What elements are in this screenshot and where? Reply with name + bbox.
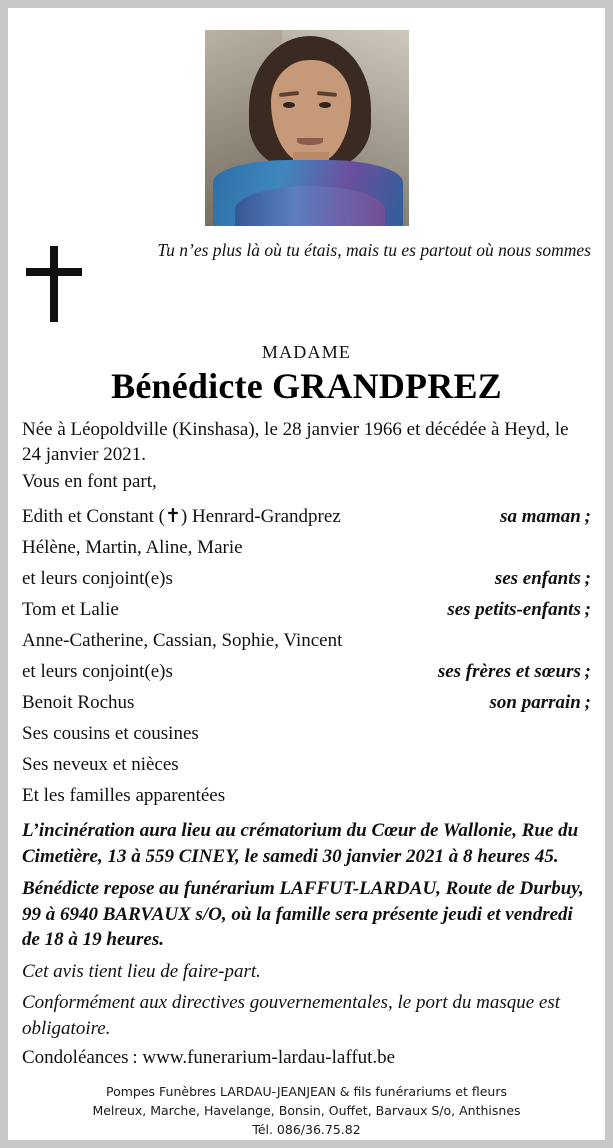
relative-names: Tom et Lalie — [22, 599, 119, 620]
list-item — [22, 718, 591, 749]
relative-names: Benoit Rochus — [22, 692, 135, 713]
relative-names: Edith et Constant (✝) Henrard-Grandprez — [22, 506, 341, 527]
condolences-line[interactable]: Condoléances : www.funerarium-lardau-laffut.be — [22, 1047, 396, 1068]
relative-names: et leurs conjoint(e)s — [22, 568, 173, 589]
announcement-line: Vous en font part, — [22, 471, 157, 492]
cross-icon — [26, 246, 82, 322]
birth-death-line: Née à Léopoldville (Kinshasa), le 28 janvier 1966 et décédée à Heyd, le 24 janvier 2021. — [22, 419, 569, 465]
photo-eye-left — [283, 102, 295, 108]
list-item — [22, 625, 591, 656]
footer — [8, 1082, 605, 1139]
list-item — [22, 594, 591, 625]
portrait-container — [8, 8, 605, 226]
relative-role: ses frères et sœurs ; — [437, 661, 591, 682]
portrait-photo — [205, 30, 409, 226]
memorial-quote: Tu n’es plus là où tu étais, mais tu es partout où nous sommes — [157, 240, 591, 260]
funeral-home-details: Bénédicte repose au funérarium LAFFUT-LARDAU, Route de Durbuy, 99 à 6940 BARVAUX s/O, où la famille sera présente jeudi et vendredi de 18 à 19 heures. — [22, 878, 584, 950]
cross-vertical-bar — [50, 246, 58, 322]
quote-row — [8, 234, 605, 326]
photo-face — [271, 60, 351, 164]
notice-in-lieu: Cet avis tient lieu de faire-part. — [22, 960, 261, 982]
deceased-name: Bénédicte GRANDPREZ — [111, 366, 502, 406]
footer-phone: Tél. 086/36.75.82 — [252, 1122, 361, 1137]
footer-locations: Melreux, Marche, Havelange, Bonsin, Ouffet, Barvaux S/o, Anthisnes — [92, 1103, 521, 1118]
list-item — [22, 687, 591, 718]
notice-body — [8, 407, 605, 1070]
relative-role: son parrain ; — [489, 692, 591, 713]
mask-notice: Conformément aux directives gouvernementales, le port du masque est obligatoire. — [22, 992, 561, 1039]
relatives-list — [22, 501, 591, 811]
photo-eye-right — [319, 102, 331, 108]
list-item — [22, 780, 591, 811]
cross-horizontal-bar — [26, 268, 82, 276]
list-item — [22, 656, 591, 687]
list-item — [22, 749, 591, 780]
photo-mouth — [297, 138, 323, 145]
relative-role: ses petits-enfants ; — [447, 599, 591, 620]
list-item — [22, 532, 591, 563]
relative-names: Hélène, Martin, Aline, Marie — [22, 537, 243, 558]
honorific: MADAME — [261, 342, 352, 362]
death-notice-card — [8, 8, 605, 1140]
list-item — [22, 501, 591, 532]
list-item — [22, 563, 591, 594]
relative-names: Ses cousins et cousines — [22, 723, 199, 744]
relative-role: sa maman ; — [500, 506, 591, 527]
relative-role: ses enfants ; — [494, 568, 591, 589]
relative-names: Ses neveux et nièces — [22, 754, 179, 775]
footer-company: Pompes Funèbres LARDAU-JEANJEAN & fils funérariums et fleurs — [106, 1084, 507, 1099]
cremation-details: L’incinération aura lieu au crématorium du Cœur de Wallonie, Rue du Cimetière, 13 à 559 CINEY, le samedi 30 janvier 2021 à 8 heures 45. — [22, 820, 579, 867]
relative-names: Anne-Catherine, Cassian, Sophie, Vincent — [22, 630, 343, 651]
photo-scarf-fold — [235, 186, 385, 226]
relative-names: et leurs conjoint(e)s — [22, 661, 173, 682]
relative-names: Et les familles apparentées — [22, 785, 226, 806]
